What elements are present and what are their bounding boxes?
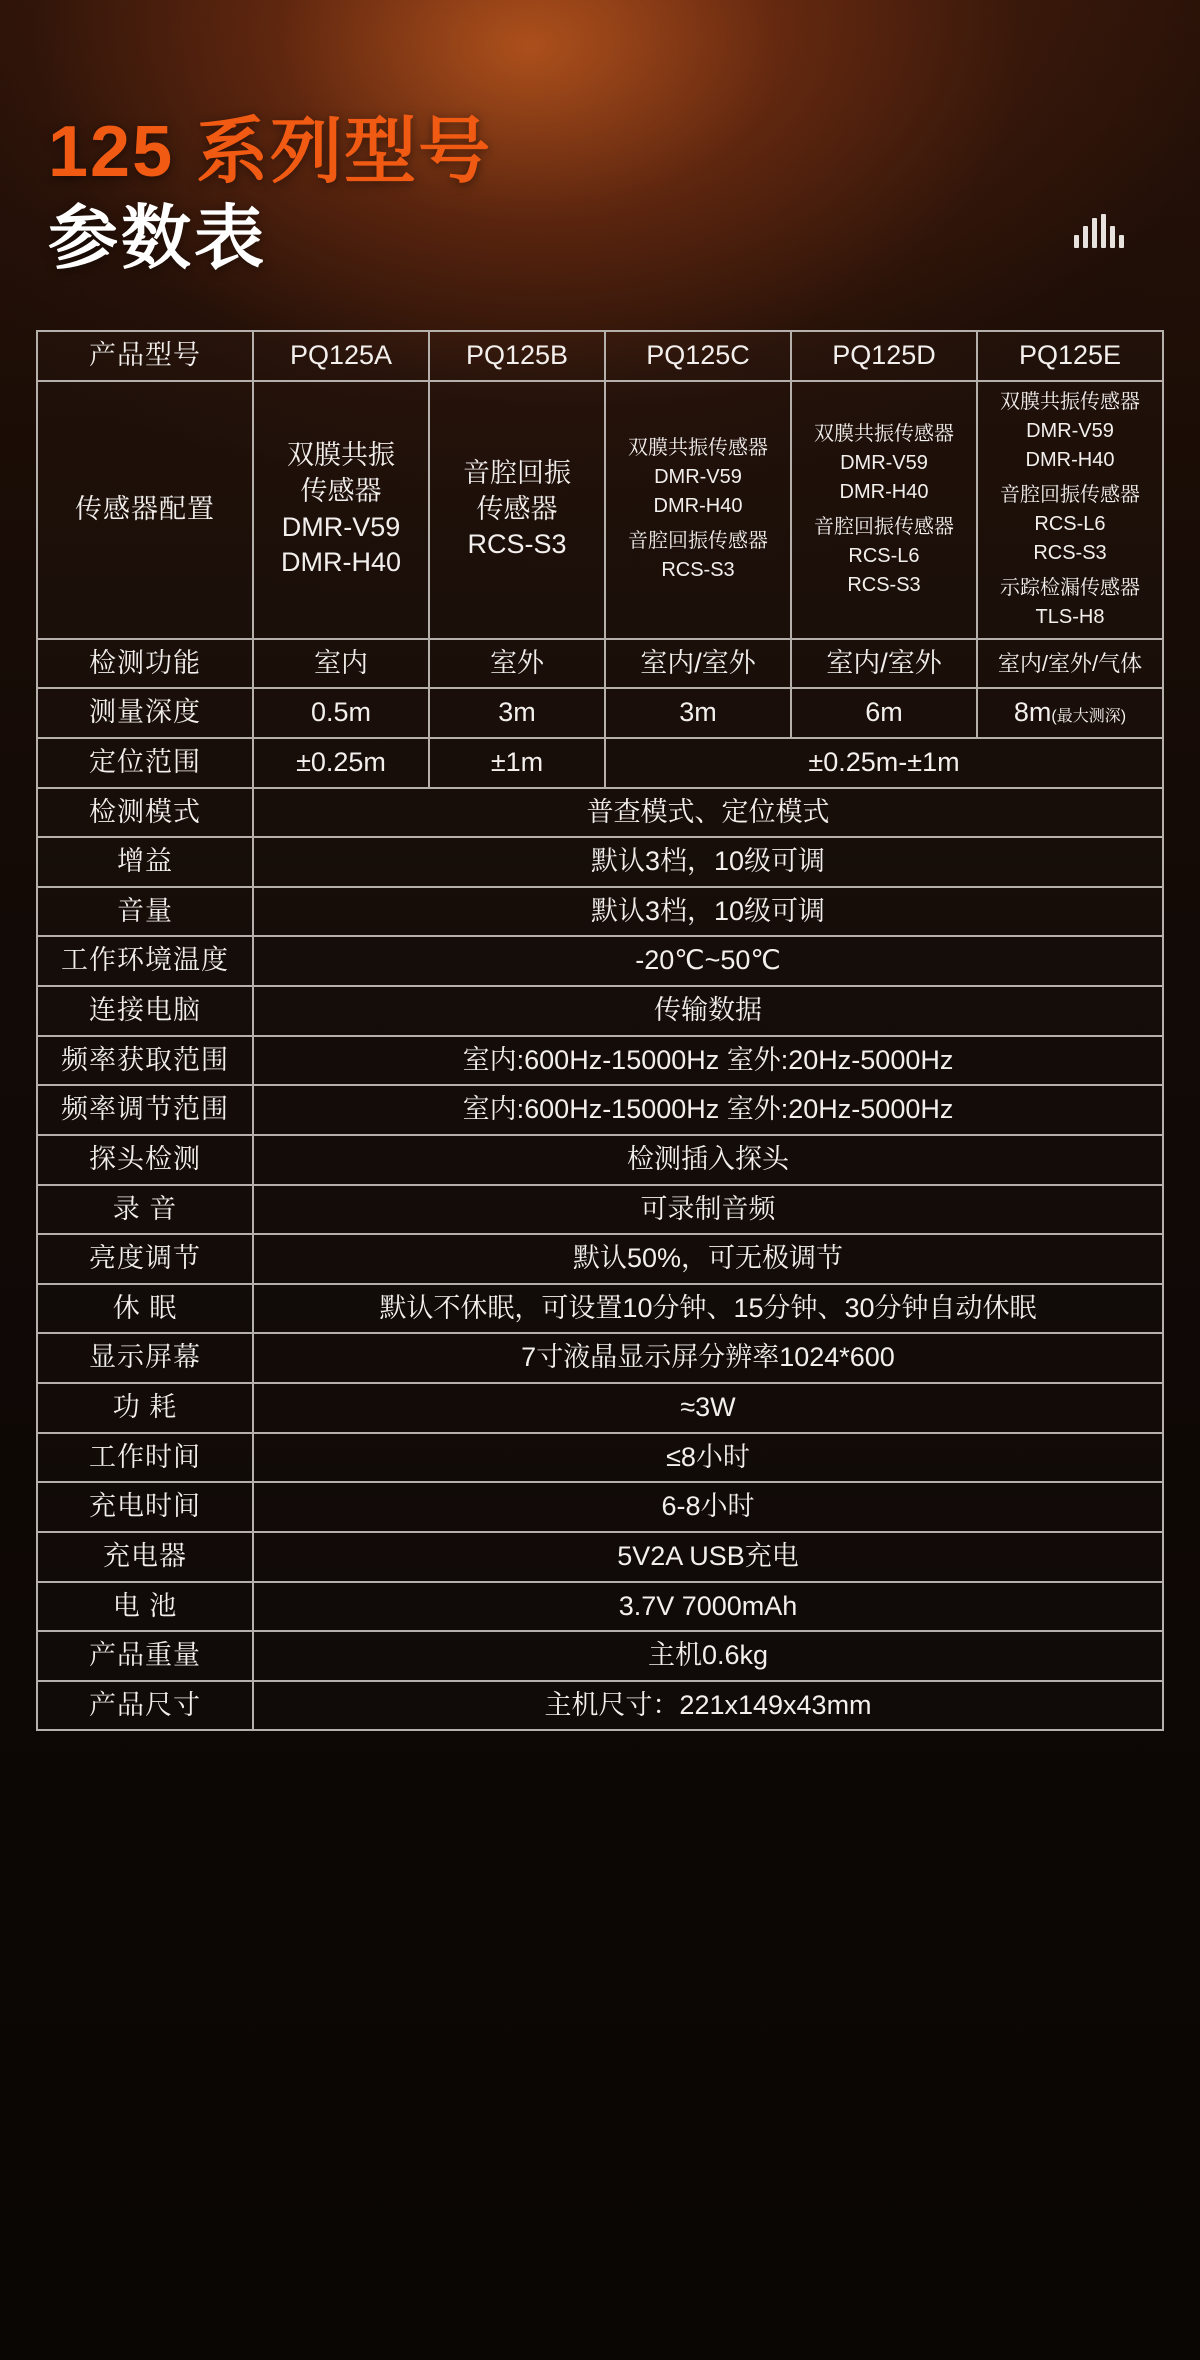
audio-wave-icon [1074, 214, 1124, 248]
row-label-power-consumption: 功 耗 [37, 1383, 253, 1433]
sensor-group [796, 420, 972, 507]
cell-operating-temperature: -20℃~50℃ [253, 936, 1163, 986]
cell-charger: 5V2A USB充电 [253, 1532, 1163, 1582]
sensor-line: 示踪检漏传感器 [1000, 576, 1140, 599]
sensor-line: 双膜共振传感器 [814, 422, 954, 445]
cell-measure-depth-b: 3m [429, 688, 605, 738]
cell-recording: 可录制音频 [253, 1185, 1163, 1235]
cell-detection-mode: 普查模式、定位模式 [253, 788, 1163, 838]
cell-sensor-config-a [253, 381, 429, 639]
row-label-brightness: 亮度调节 [37, 1234, 253, 1284]
row-label-positioning-range: 定位范围 [37, 738, 253, 788]
cell-measure-depth-c: 3m [605, 688, 791, 738]
cell-measure-depth-e [977, 688, 1163, 738]
table-row-frequency-acquisition-range [37, 1036, 1163, 1086]
row-label-recording: 录 音 [37, 1185, 253, 1235]
sensor-line: 双膜共振传感器 [1000, 390, 1140, 413]
cell-detection-function-a: 室内 [253, 639, 429, 689]
table-row-weight [37, 1631, 1163, 1681]
row-label-operating-temperature: 工作环境温度 [37, 936, 253, 986]
cell-sensor-config-b [429, 381, 605, 639]
table-row-pc-connection [37, 986, 1163, 1036]
row-label-gain: 增益 [37, 837, 253, 887]
table-row-frequency-adjust-range [37, 1085, 1163, 1135]
sensor-line: RCS-L6 [848, 544, 920, 567]
sensor-line: RCS-S3 [1033, 541, 1107, 564]
table-row-gain [37, 837, 1163, 887]
cell-sleep: 默认不休眠，可设置10分钟、15分钟、30分钟自动休眠 [253, 1284, 1163, 1334]
sensor-line: RCS-S3 [847, 573, 921, 596]
cell-display: 7寸液晶显示屏分辨率1024*600 [253, 1333, 1163, 1383]
table-row-power-consumption [37, 1383, 1163, 1433]
sensor-line: DMR-V59 [1026, 419, 1114, 442]
measure-depth-value: 8m [1013, 697, 1052, 728]
table-row-detection-mode [37, 788, 1163, 838]
cell-working-time: ≤8小时 [253, 1433, 1163, 1483]
page-title-sub: 参数表 [48, 198, 267, 277]
cell-measure-depth-a: 0.5m [253, 688, 429, 738]
row-label-frequency-acquisition-range: 频率获取范围 [37, 1036, 253, 1086]
cell-brightness: 默认50%，可无极调节 [253, 1234, 1163, 1284]
sensor-line: DMR-V59 [840, 451, 928, 474]
row-label-sleep: 休 眠 [37, 1284, 253, 1334]
sensor-line: TLS-H8 [1035, 605, 1105, 628]
sensor-line: DMR-V59 [281, 511, 401, 542]
cell-gain: 默认3档，10级可调 [253, 837, 1163, 887]
cell-sensor-config-c [605, 381, 791, 639]
cell-volume: 默认3档，10级可调 [253, 887, 1163, 937]
cell-frequency-acquisition-range: 室内:600Hz-15000Hz 室外:20Hz-5000Hz [253, 1036, 1163, 1086]
table-row-measure-depth [37, 688, 1163, 738]
header-cell-pq125c: PQ125C [605, 331, 791, 381]
sensor-group [982, 574, 1158, 632]
cell-power-consumption: ≈3W [253, 1383, 1163, 1433]
row-label-charging-time: 充电时间 [37, 1482, 253, 1532]
row-label-sensor-config: 传感器配置 [37, 381, 253, 639]
sensor-group [982, 388, 1158, 475]
cell-weight: 主机0.6kg [253, 1631, 1163, 1681]
cell-probe-detection: 检测插入探头 [253, 1135, 1163, 1185]
table-row-detection-function [37, 639, 1163, 689]
table-row-probe-detection [37, 1135, 1163, 1185]
cell-measure-depth-d: 6m [791, 688, 977, 738]
row-label-detection-function: 检测功能 [37, 639, 253, 689]
row-label-measure-depth: 测量深度 [37, 688, 253, 738]
table-row-volume [37, 887, 1163, 937]
sensor-line: 音腔回振传感器 [628, 530, 768, 553]
sensor-line: DMR-H40 [653, 495, 743, 518]
table-row-brightness [37, 1234, 1163, 1284]
sensor-group [982, 481, 1158, 568]
row-label-display: 显示屏幕 [37, 1333, 253, 1383]
cell-frequency-adjust-range: 室内:600Hz-15000Hz 室外:20Hz-5000Hz [253, 1085, 1163, 1135]
page-title-main: 125 系列型号 [48, 112, 493, 192]
table-row-dimensions [37, 1681, 1163, 1731]
sensor-line: DMR-H40 [1025, 448, 1115, 471]
measure-depth-note: (最大测深) [1051, 708, 1127, 726]
sensor-line: DMR-V59 [654, 466, 742, 489]
table-row-sleep [37, 1284, 1163, 1334]
sensor-line: RCS-S3 [467, 529, 567, 560]
row-label-working-time: 工作时间 [37, 1433, 253, 1483]
table-row-charger [37, 1532, 1163, 1582]
cell-positioning-range-cde: ±0.25m-±1m [605, 738, 1163, 788]
cell-positioning-range-a: ±0.25m [253, 738, 429, 788]
cell-positioning-range-b: ±1m [429, 738, 605, 788]
row-label-dimensions: 产品尺寸 [37, 1681, 253, 1731]
table-row-charging-time [37, 1482, 1163, 1532]
header-cell-pq125a: PQ125A [253, 331, 429, 381]
row-label-probe-detection: 探头检测 [37, 1135, 253, 1185]
table-header-row [37, 331, 1163, 381]
cell-detection-function-d: 室内/室外 [791, 639, 977, 689]
header-cell-pq125e: PQ125E [977, 331, 1163, 381]
cell-sensor-config-e [977, 381, 1163, 639]
table-row-display [37, 1333, 1163, 1383]
table-row-working-time [37, 1433, 1163, 1483]
row-label-pc-connection: 连接电脑 [37, 986, 253, 1036]
sensor-line: RCS-S3 [661, 559, 735, 582]
sensor-line: 传感器 [300, 476, 382, 506]
sensor-line: DMR-H40 [280, 547, 401, 578]
cell-pc-connection: 传输数据 [253, 986, 1163, 1036]
cell-battery: 3.7V 7000mAh [253, 1582, 1163, 1632]
sensor-line: 音腔回振 [463, 458, 571, 489]
sensor-group [610, 527, 786, 585]
sensor-group [796, 513, 972, 600]
row-label-charger: 充电器 [37, 1532, 253, 1582]
header-cell-pq125d: PQ125D [791, 331, 977, 381]
cell-detection-function-e: 室内/室外/气体 [977, 639, 1163, 689]
table-row-recording [37, 1185, 1163, 1235]
sensor-group [610, 434, 786, 521]
sensor-line: DMR-H40 [839, 480, 929, 503]
sensor-line: 双膜共振 [287, 440, 395, 471]
table-row-sensor-config [37, 381, 1163, 639]
table-row-battery [37, 1582, 1163, 1632]
cell-detection-function-b: 室外 [429, 639, 605, 689]
cell-charging-time: 6-8小时 [253, 1482, 1163, 1532]
sensor-line: 双膜共振传感器 [628, 437, 768, 460]
sensor-line: 音腔回振传感器 [814, 515, 954, 538]
cell-dimensions: 主机尺寸：221x149x43mm [253, 1681, 1163, 1731]
table-row-operating-temperature [37, 936, 1163, 986]
row-label-weight: 产品重量 [37, 1631, 253, 1681]
row-label-battery: 电 池 [37, 1582, 253, 1632]
page-header [34, 0, 1166, 330]
cell-detection-function-c: 室内/室外 [605, 639, 791, 689]
sensor-line: 音腔回振传感器 [1000, 483, 1140, 506]
row-label-detection-mode: 检测模式 [37, 788, 253, 838]
row-label-frequency-adjust-range: 频率调节范围 [37, 1085, 253, 1135]
table-row-positioning-range [37, 738, 1163, 788]
cell-sensor-config-d [791, 381, 977, 639]
row-label-volume: 音量 [37, 887, 253, 937]
specification-table [36, 330, 1164, 1731]
sensor-line: 传感器 [476, 493, 558, 524]
header-cell-model-label: 产品型号 [37, 331, 253, 381]
sensor-line: RCS-L6 [1034, 512, 1106, 535]
header-cell-pq125b: PQ125B [429, 331, 605, 381]
